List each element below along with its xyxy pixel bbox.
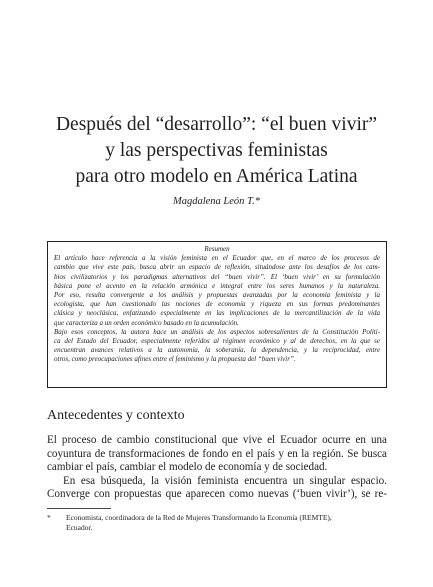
abstract-line: cambio que vive este país, busca abrir un espacio de reflexión, situándose ante los desafíos de los cam- [54, 263, 380, 272]
footnote-line: Ecuador. [66, 523, 93, 532]
body-line: El proceso de cambio constitucional que vive el Ecuador ocurre en una [47, 434, 387, 446]
body-line: coyuntura de transformaciones de fondo en el país y en la región. Se busca [47, 447, 387, 460]
body-line: Converge con propuestas que aparecen como nuevas (‘buen vivir’), se re- [47, 488, 387, 501]
abstract-line: básica pone el acento en la relación armónica e integral entre los seres humanos y la naturaleza. [54, 281, 380, 290]
abstract-line: bios civilizatorios y los paradigmas alternativos del “buen vivir”. El ‘buen vivir’ en su formulación [54, 272, 380, 281]
title-line: Después del “desarrollo”: “el buen vivir” [55, 114, 378, 135]
abstract-line: Bajo esos conceptos, la autora hace un análisis de los aspectos sobresalientes de la Constitución Políti- [54, 327, 380, 336]
abstract-heading: Resumen [204, 245, 230, 253]
abstract-line: ca del Estado del Ecuador, especialmente referidos al régimen económico y al de derechos, en la que se [54, 337, 380, 346]
title-line: para otro modelo en América Latina [75, 166, 358, 187]
abstract-line: encuentran avances relativos a la autonomía, la soberanía, la dependencia, y la reciprocidad, entre [54, 346, 380, 355]
abstract-line: El artículo hace referencia a la visión feminista en el Ecuador que, en el marco de los procesos de [54, 254, 380, 263]
section-heading: Antecedentes y contexto [47, 408, 185, 423]
footnote-line: Economista, coordinadora de la Red de Mujeres Transformando la Economía (REMTE), [66, 513, 332, 522]
abstract-line: clásica y neoclásica, enfatizando especialmente en las implicaciones de la mercantilización de la vida [54, 309, 380, 318]
author-name: Magdalena León T.* [172, 196, 260, 207]
title-line: y las perspectivas feministas [105, 140, 328, 161]
footnote [47, 513, 387, 533]
footnote-mark: * [47, 513, 51, 522]
abstract-line: otros, como preocupaciones afines entre el feminismo y la propuesta del “buen vivir”. [54, 355, 296, 364]
body-line: cambiar el país, cambiar el modelo de economía y de sociedad. [47, 461, 328, 474]
body-text [47, 434, 387, 502]
footnote-divider [47, 508, 111, 509]
abstract-line: que caracteriza a un orden económico basado en la acumulación. [54, 318, 239, 327]
abstract-line: Por eso, resulta convergente a los análisis y propuestas avanzadas por la economía feminista y la [54, 291, 380, 300]
abstract-box [47, 241, 387, 388]
article-title [40, 112, 393, 190]
body-line: En esa búsqueda, la visión feminista encuentra un singular espacio. [63, 474, 387, 487]
abstract-line: ecologista, que han cuestionado las nociones de economía y riqueza en sus formas predominantes [54, 300, 380, 309]
